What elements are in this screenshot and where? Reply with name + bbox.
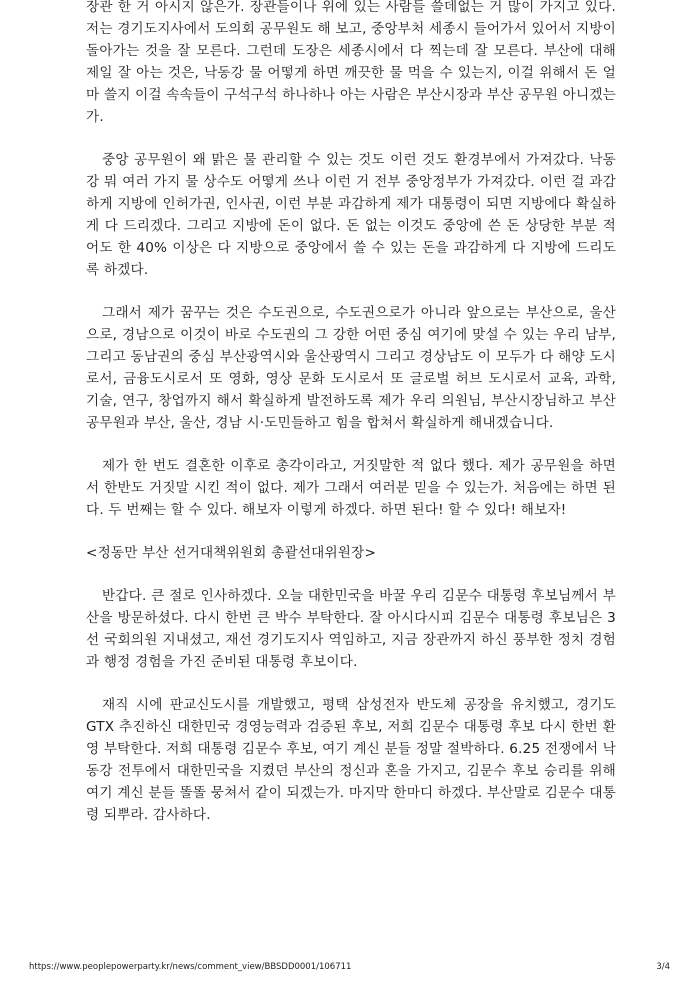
paragraph: 장관 한 거 아시지 않은가. 장관들이나 위에 있는 사람들 쓸데없는 거 많이 가지고 있다. 저는 경기도지사에서 도의회 공무원도 해 보고, 중앙부처 세종시 들어가서 있어서 지방이 돌아가는 것을 잘 모른다. 그런데 도장은 세종시에서 다 찍는데 잘 모른다. 부산에 대해 제일 잘 아는 것은, 낙동강 물 어떻게 하면 깨끗한 물 먹을 수 있는지, 이걸 위해서 돈 얼마 쓸지 이걸 속속들이 구석구석 하나하나 아는 사람은 부산시장과 부산 공무원 아니겠는가. xyxy=(86,0,616,125)
article-body xyxy=(86,0,616,847)
speaker-heading: <정동만 부산 선거대책위원회 총괄선대위원장> xyxy=(86,545,377,561)
paragraph: 반갑다. 큰 절로 인사하겠다. 오늘 대한민국을 바꿀 우리 김문수 대통령 후보님께서 부산을 방문하셨다. 다시 한번 큰 박수 부탁한다. 잘 아시다시피 김문수 대통령 후보님은 3선 국회의원 지내셨고, 재선 경기도지사 역임하고, 지금 장관까지 하신 풍부한 정치 경험과 행정 경험을 가진 준비된 대통령 후보이다. xyxy=(86,588,616,670)
paragraph: 중앙 공무원이 왜 맑은 물 관리할 수 있는 것도 이런 것도 환경부에서 가져갔다. 낙동강 뭐 여러 가지 물 상수도 어떻게 쓰나 이런 거 전부 중앙정부가 가져갔다. 이런 걸 과감하게 지방에 인허가권, 인사권, 이런 부분 과감하게 제가 대통령이 되면 지방에다 확실하게 다 드리겠다. 그리고 지방에 돈이 없다. 돈 없는 이것도 중앙에 쓴 돈 상당한 부분 적어도 한 40% 이상은 다 지방으로 중앙에서 쓸 수 있는 돈을 과감하게 다 지방에 드리도록 하겠다. xyxy=(86,152,616,278)
paragraph: 그래서 제가 꿈꾸는 것은 수도권으로, 수도권으로가 아니라 앞으로는 부산으로, 울산으로, 경남으로 이것이 바로 수도권의 그 강한 어떤 중심 여기에 맞설 수 있는 우리 남부, 그리고 동남권의 중심 부산광역시와 울산광역시 그리고 경상남도 이 모두가 다 해양 도시로서, 금융도시로서 또 영화, 영상 문화 도시로서 또 글로벌 허브 도시로서 교육, 과학, 기술, 연구, 창업까지 해서 확실하게 발전하도록 제가 우리 의원님, 부산시장님하고 부산 공무원과 부산, 울산, 경남 시·도민들하고 힘을 합쳐서 확실하게 해내겠습니다. xyxy=(86,305,616,431)
paragraph: 재직 시에 판교신도시를 개발했고, 평택 삼성전자 반도체 공장을 유치했고, 경기도 GTX 추진하신 대한민국 경영능력과 검증된 후보, 저희 김문수 대통령 후보 다시 한번 환영 부탁한다. 저희 대통령 김문수 후보, 여기 계신 분들 정말 절박하다. 6.25 전쟁에서 낙동강 전투에서 대한민국을 지켰던 부산의 정신과 혼을 가지고, 김문수 후보 승리를 위해 여기 계신 분들 똘똘 뭉쳐서 같이 되겠는가. 마지막 한마디 하겠다. 부산말로 김문수 대통령 되뿌라. 감사하다. xyxy=(86,697,617,823)
footer-url[interactable]: https://www.peoplepowerparty.kr/news/comment_view/BBSDD0001/106711 xyxy=(29,962,352,972)
paragraph: 제가 한 번도 결혼한 이후로 총각이라고, 거짓말한 적 없다 했다. 제가 공무원을 하면서 한반도 거짓말 시킨 적이 없다. 제가 그래서 여러분 믿을 수 있는가. 처음에는 하면 된다. 두 번째는 할 수 있다. 해보자 이렇게 하겠다. 하면 된다! 할 수 있다! 해보자! xyxy=(86,458,616,518)
page-number: 3/4 xyxy=(656,962,670,972)
page-footer xyxy=(0,962,700,976)
